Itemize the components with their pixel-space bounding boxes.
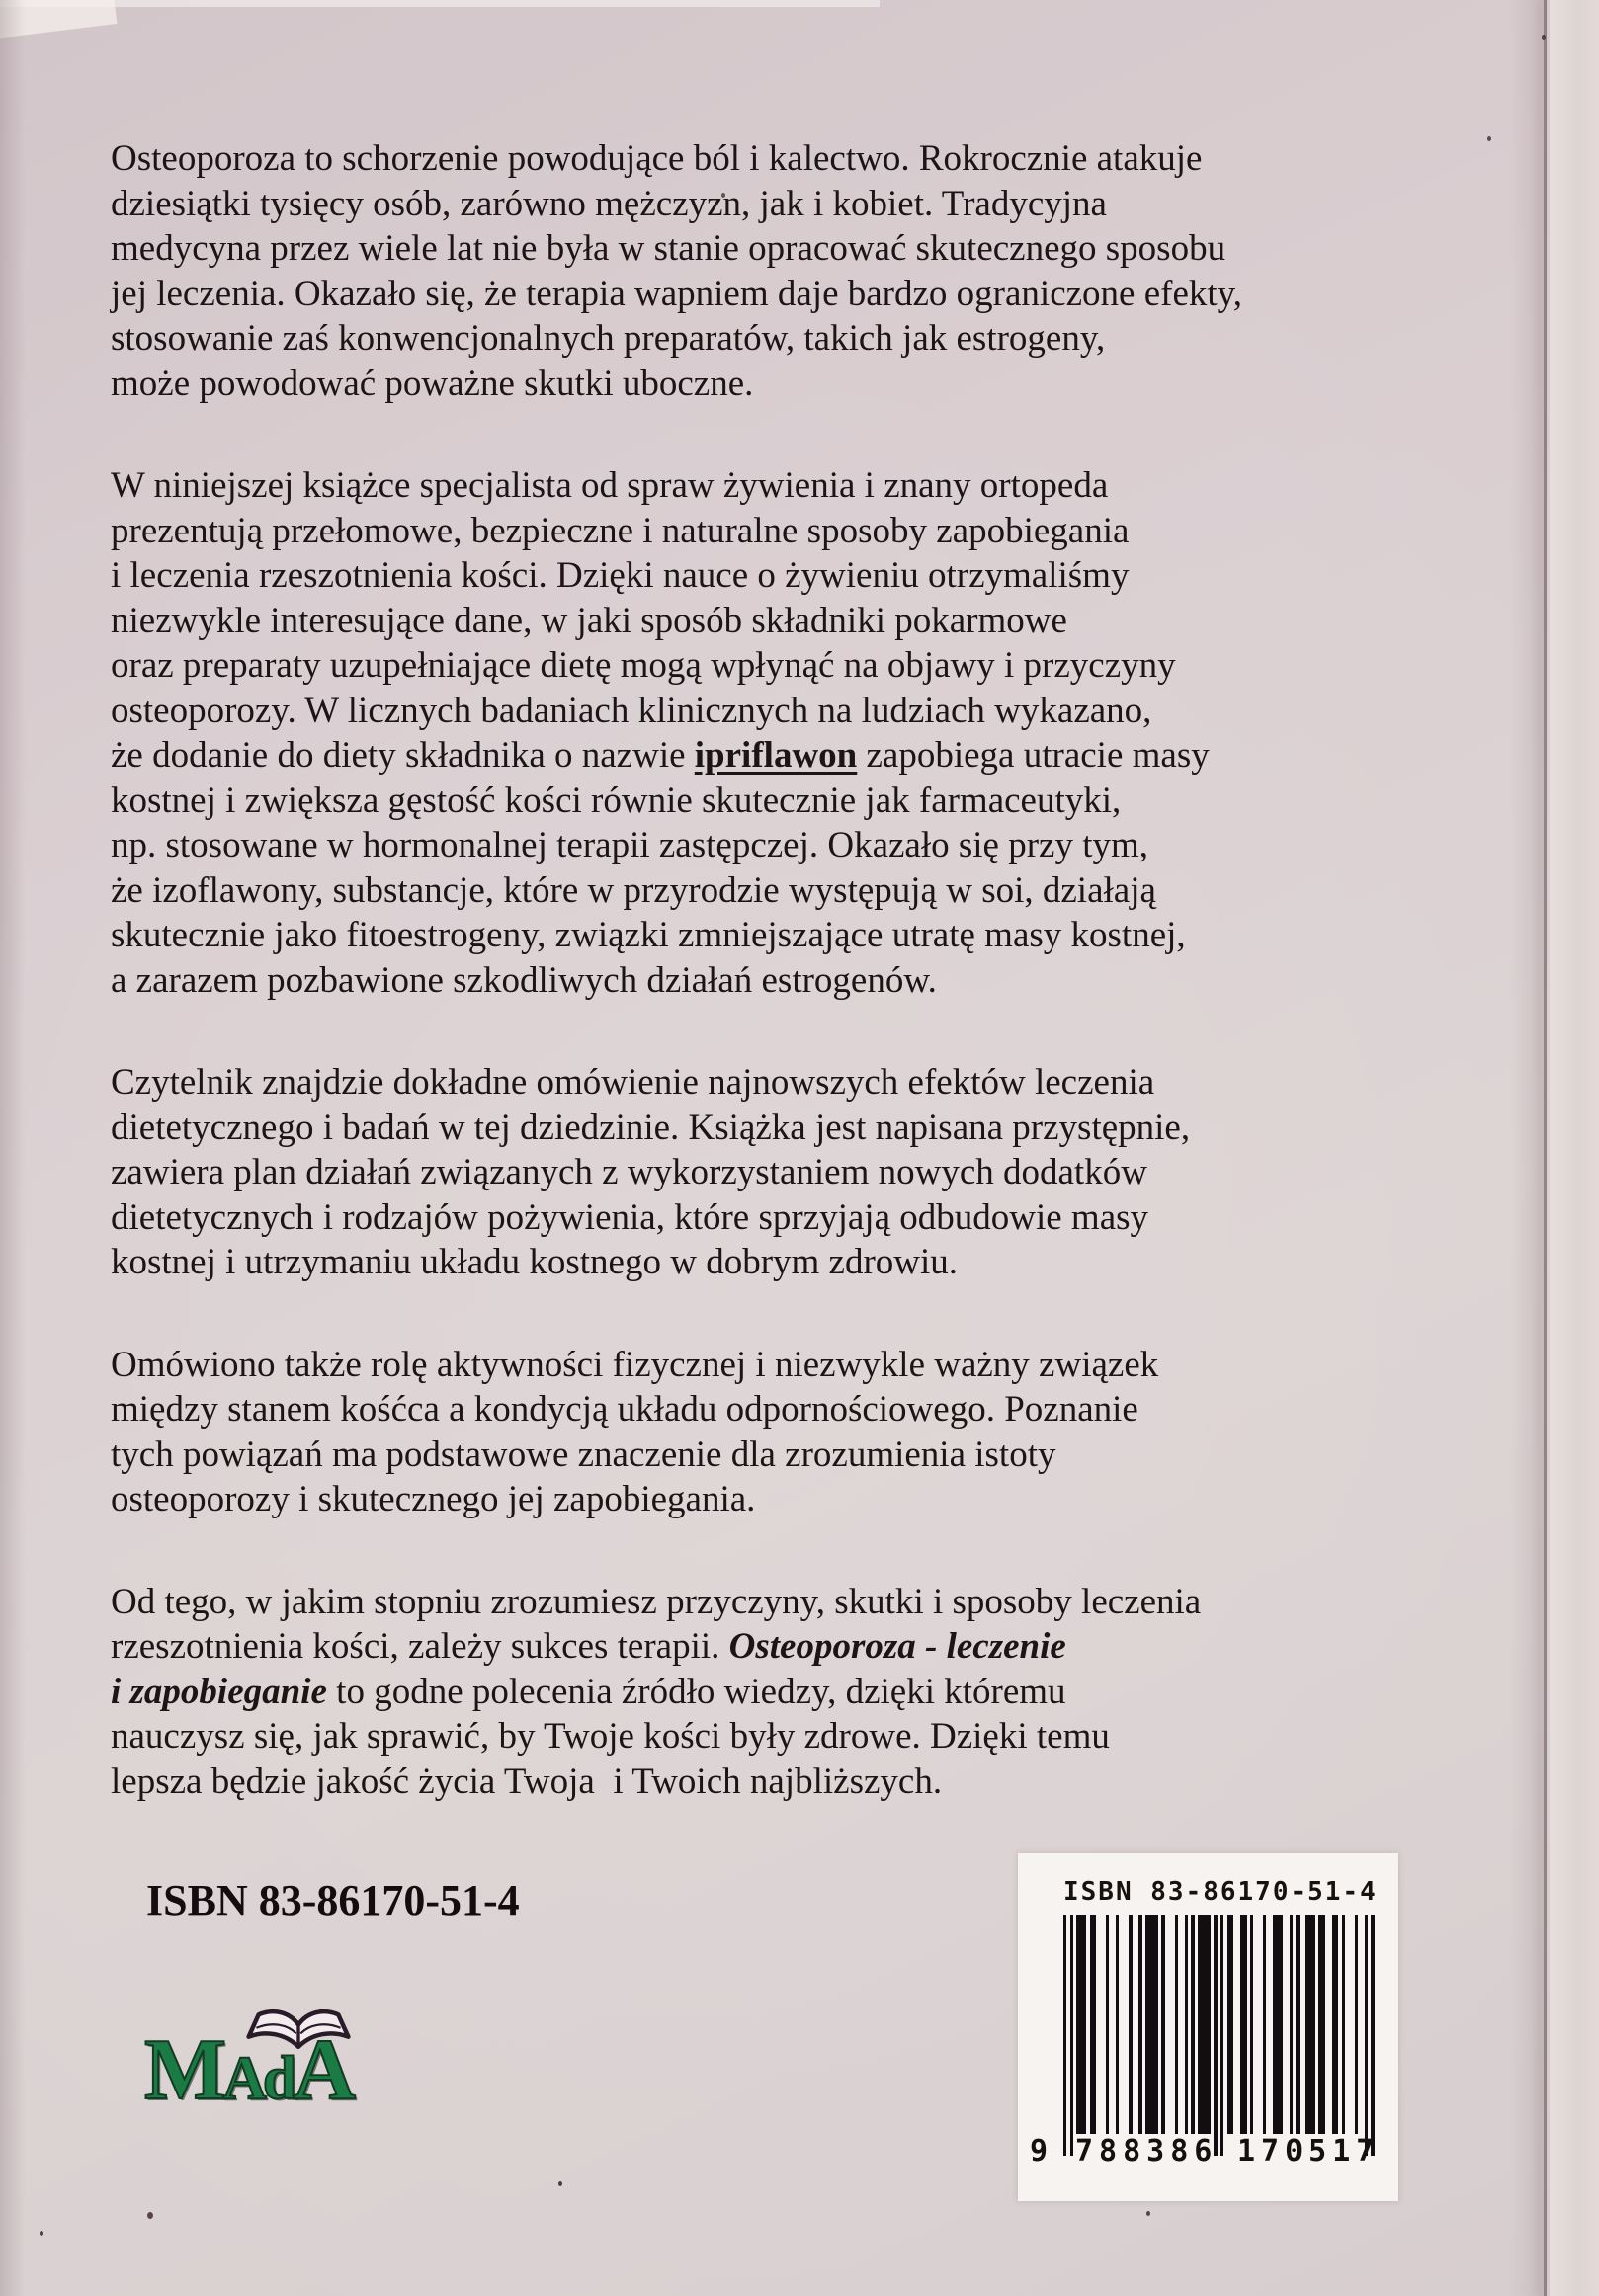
barcode-digit-first: 9 <box>1030 2134 1049 2169</box>
paragraph: Od tego, w jakim stopniu zrozumiesz przyczyny, skutki i sposoby leczenia rzeszotnienia kości, zależy sukces terapii. Osteoporoza - leczenie i zapobieganie to godne polecenia źródło wiedzy, dzięki któremu nauczysz się, jak sprawić, by Twoje kości były zdrowe. Dzięki temu lepsza będzie jakość życia Twoja i Twoich najbliższych. <box>111 1581 1202 1802</box>
scan-left-edge <box>0 0 26 2296</box>
publisher-logo <box>144 2006 401 2118</box>
logo-letter-m: M <box>144 2022 223 2118</box>
paper-specks <box>40 2231 43 2236</box>
logo-letter-a1: A <box>222 2045 263 2112</box>
logo-letter-d: d <box>262 2045 294 2112</box>
barcode-bar <box>1371 1915 1374 2156</box>
book-title: Osteoporoza - leczenie <box>728 1626 1066 1667</box>
keyword-ipriflawon: ipriflawon <box>694 735 858 776</box>
publisher-logo-letters <box>144 2022 352 2118</box>
barcode-bars <box>1063 1915 1375 2156</box>
paragraph: Czytelnik znajdzie dokładne omówienie najnowszych efektów leczenia dietetycznego i badań w tej dziedzinie. Książka jest napisana przystępnie, zawiera plan działań związanych z wykorzystaniem nowych dodatków dietetycznych i rodzajów pożywienia, które sprzyjają odbudowie masy kostnej i utrzymaniu układu kostnego w dobrym zdrowiu. <box>111 1062 1191 1282</box>
paragraph: Omówiono także rolę aktywności fizycznej i niezwykle ważny związek między stanem kośćca a kondycją układu odpornościowego. Poznanie tych powiązań ma podstawowe znaczenie dla zrozumienia istoty osteoporozy i skutecznego jej zapobiegania. <box>111 1344 1159 1519</box>
cover-crease-line <box>1544 0 1547 2296</box>
barcode-digits-left: 788386 <box>1075 2134 1219 2169</box>
cover-page-edge <box>1550 0 1599 2296</box>
back-cover-text <box>111 136 1534 1861</box>
barcode-panel <box>1018 1853 1398 2201</box>
book-title: i zapobieganie <box>111 1671 327 1712</box>
paragraph: W niniejszej książce specjalista od spraw żywienia i znany ortopeda prezentują przełomowe, bezpieczne i naturalne sposoby zapobiegania i leczenia rzeszotnienia kości. Dzięki nauce o żywieniu otrzymaliśmy niezwykle interesujące dane, w jaki sposób składniki pokarmowe oraz preparaty uzupełniające dietę mogą wpłynąć na objawy i przyczyny osteoporozy. W licznych badaniach klinicznych na ludziach wykazano, że dodanie do diety składnika o nazwie ipriflawon zapobiega utracie masy kostnej i zwiększa gęstość kości równie skutecznie jak farmaceutyki, np. stosowane w hormonalnej terapii zastępczej. Okazało się przy tym, że izoflawony, substancje, które w przyrodzie występują w soi, działają skutecznie jako fitoestrogeny, związki zmniejszające utratę masy kostnej, a zarazem pozbawione szkodliwych działań estrogenów. <box>111 465 1210 1001</box>
barcode-isbn-text: ISBN 83-86170-51-4 <box>1063 1877 1378 1907</box>
barcode-digits-right: 170517 <box>1237 2134 1381 2169</box>
scan-top-edge <box>0 0 880 7</box>
isbn-label: ISBN 83-86170-51-4 <box>146 1876 520 1925</box>
logo-letter-a2: A <box>293 2022 352 2118</box>
paragraph: Osteoporoza to schorzenie powodujące ból i kalectwo. Rokrocznie atakuje dziesiątki tysięcy osób, zarówno mężczyzn, jak i kobiet. Tradycyjna medycyna przez wiele lat nie była w stanie opracować skutecznego sposobu jej leczenia. Okazało się, że terapia wapniem daje bardzo ograniczone efekty, stosowanie zaś konwencjonalnych preparatów, takich jak estrogeny, może powodować poważne skutki uboczne. <box>111 138 1243 404</box>
